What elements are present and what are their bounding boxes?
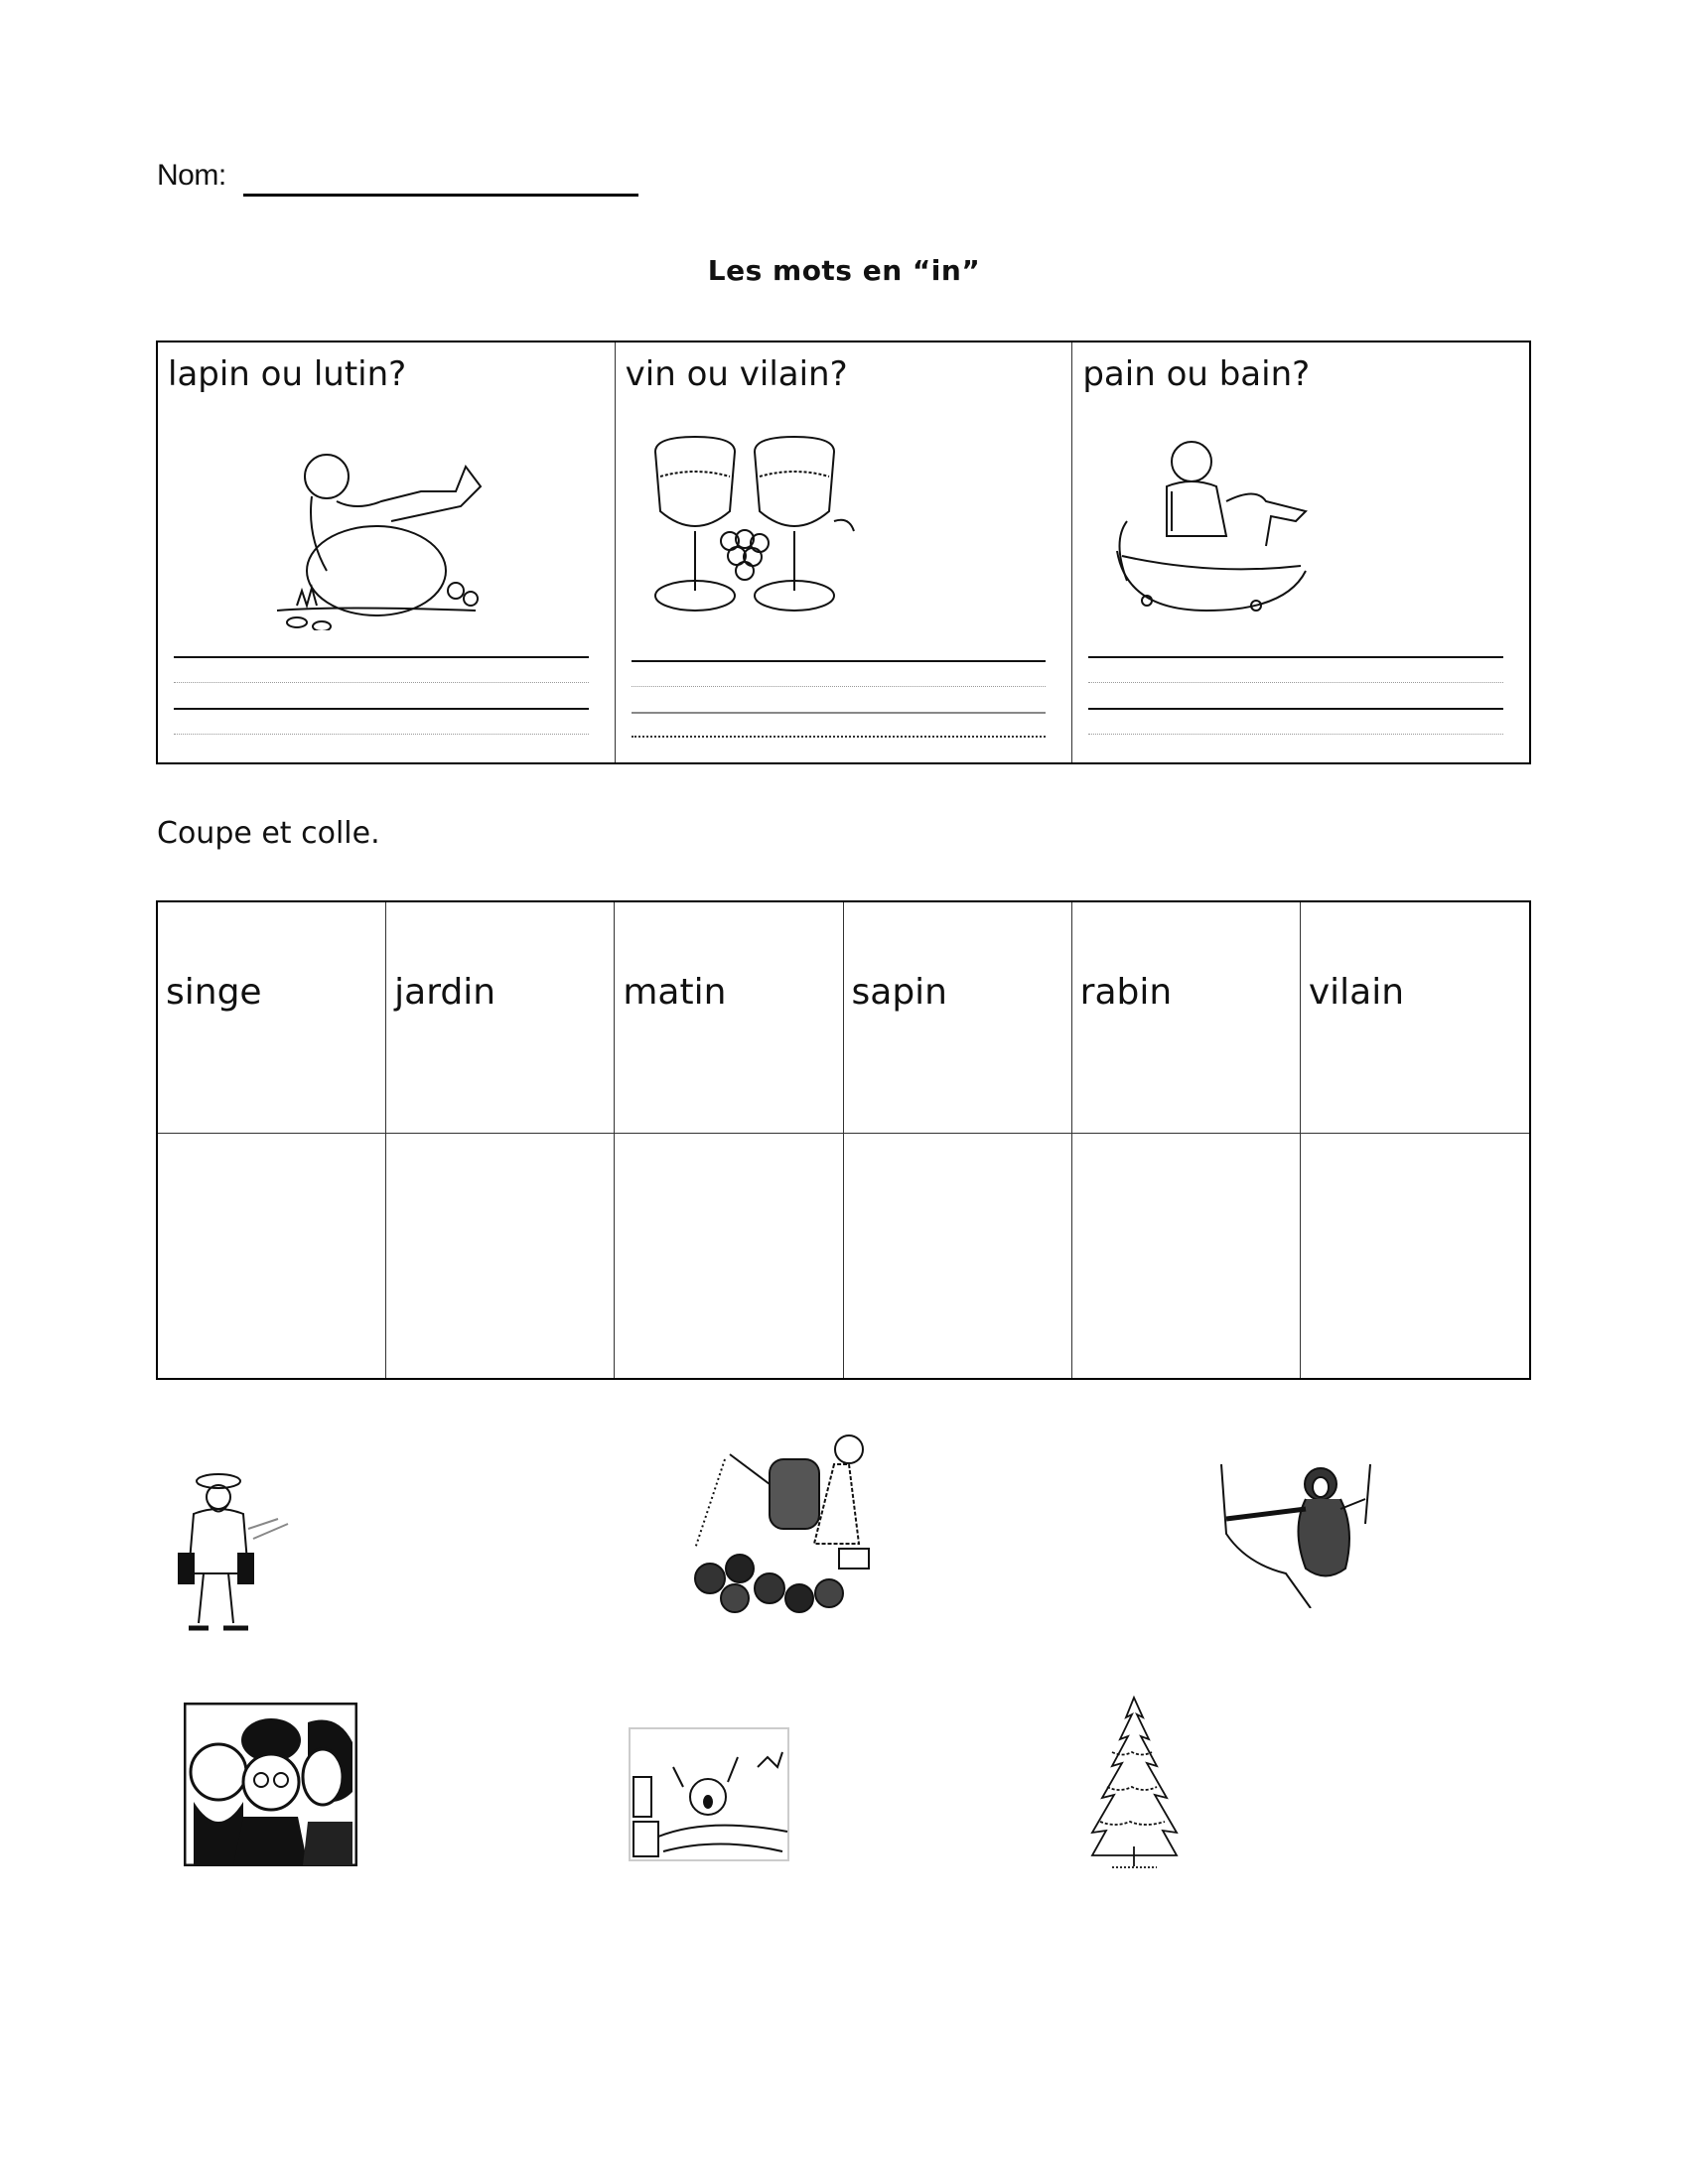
- choice-question: lapin ou lutin?: [168, 354, 407, 394]
- word-cell: [1072, 902, 1301, 1134]
- paste-cell-rabin[interactable]: [1072, 1134, 1301, 1378]
- word-cell: [615, 902, 843, 1134]
- choice-cell-3: [1072, 342, 1529, 762]
- word-label: matin: [623, 972, 727, 1013]
- paste-cell-jardin[interactable]: [386, 1134, 615, 1378]
- paste-cell-singe[interactable]: [158, 1134, 386, 1378]
- instruction-text: Coupe et colle.: [157, 816, 380, 851]
- choice-question: vin ou vilain?: [625, 354, 848, 394]
- word-label: singe: [166, 972, 262, 1013]
- wine-glasses-icon: [645, 432, 884, 620]
- villains-icon[interactable]: [184, 1703, 357, 1866]
- choice-cell-1: [158, 342, 616, 762]
- paste-cell-sapin[interactable]: [844, 1134, 1072, 1378]
- rabbi-icon[interactable]: [174, 1469, 293, 1633]
- morning-wakeup-icon[interactable]: [629, 1727, 789, 1861]
- word-cell: [1301, 902, 1529, 1134]
- name-input-line[interactable]: [243, 194, 638, 197]
- page-title: Les mots en “in”: [707, 254, 981, 287]
- choice-table: [156, 341, 1531, 764]
- name-label: Nom:: [157, 159, 226, 192]
- word-label: vilain: [1308, 972, 1405, 1013]
- word-label: jardin: [394, 972, 496, 1013]
- choice-cell-2: [616, 342, 1073, 762]
- paste-cell-matin[interactable]: [615, 1134, 843, 1378]
- lutin-icon: [267, 432, 505, 630]
- word-label: rabin: [1079, 972, 1173, 1013]
- monkey-in-tree-icon[interactable]: [1211, 1459, 1385, 1608]
- bath-icon: [1107, 432, 1316, 630]
- word-table: [156, 900, 1531, 1380]
- word-label: sapin: [851, 972, 947, 1013]
- word-cell: [844, 902, 1072, 1134]
- word-cell: [386, 902, 615, 1134]
- garden-watering-icon[interactable]: [690, 1430, 879, 1618]
- choice-question: pain ou bain?: [1082, 354, 1311, 394]
- paste-cell-vilain[interactable]: [1301, 1134, 1529, 1378]
- word-cell: [158, 902, 386, 1134]
- fir-tree-icon[interactable]: [1082, 1693, 1187, 1871]
